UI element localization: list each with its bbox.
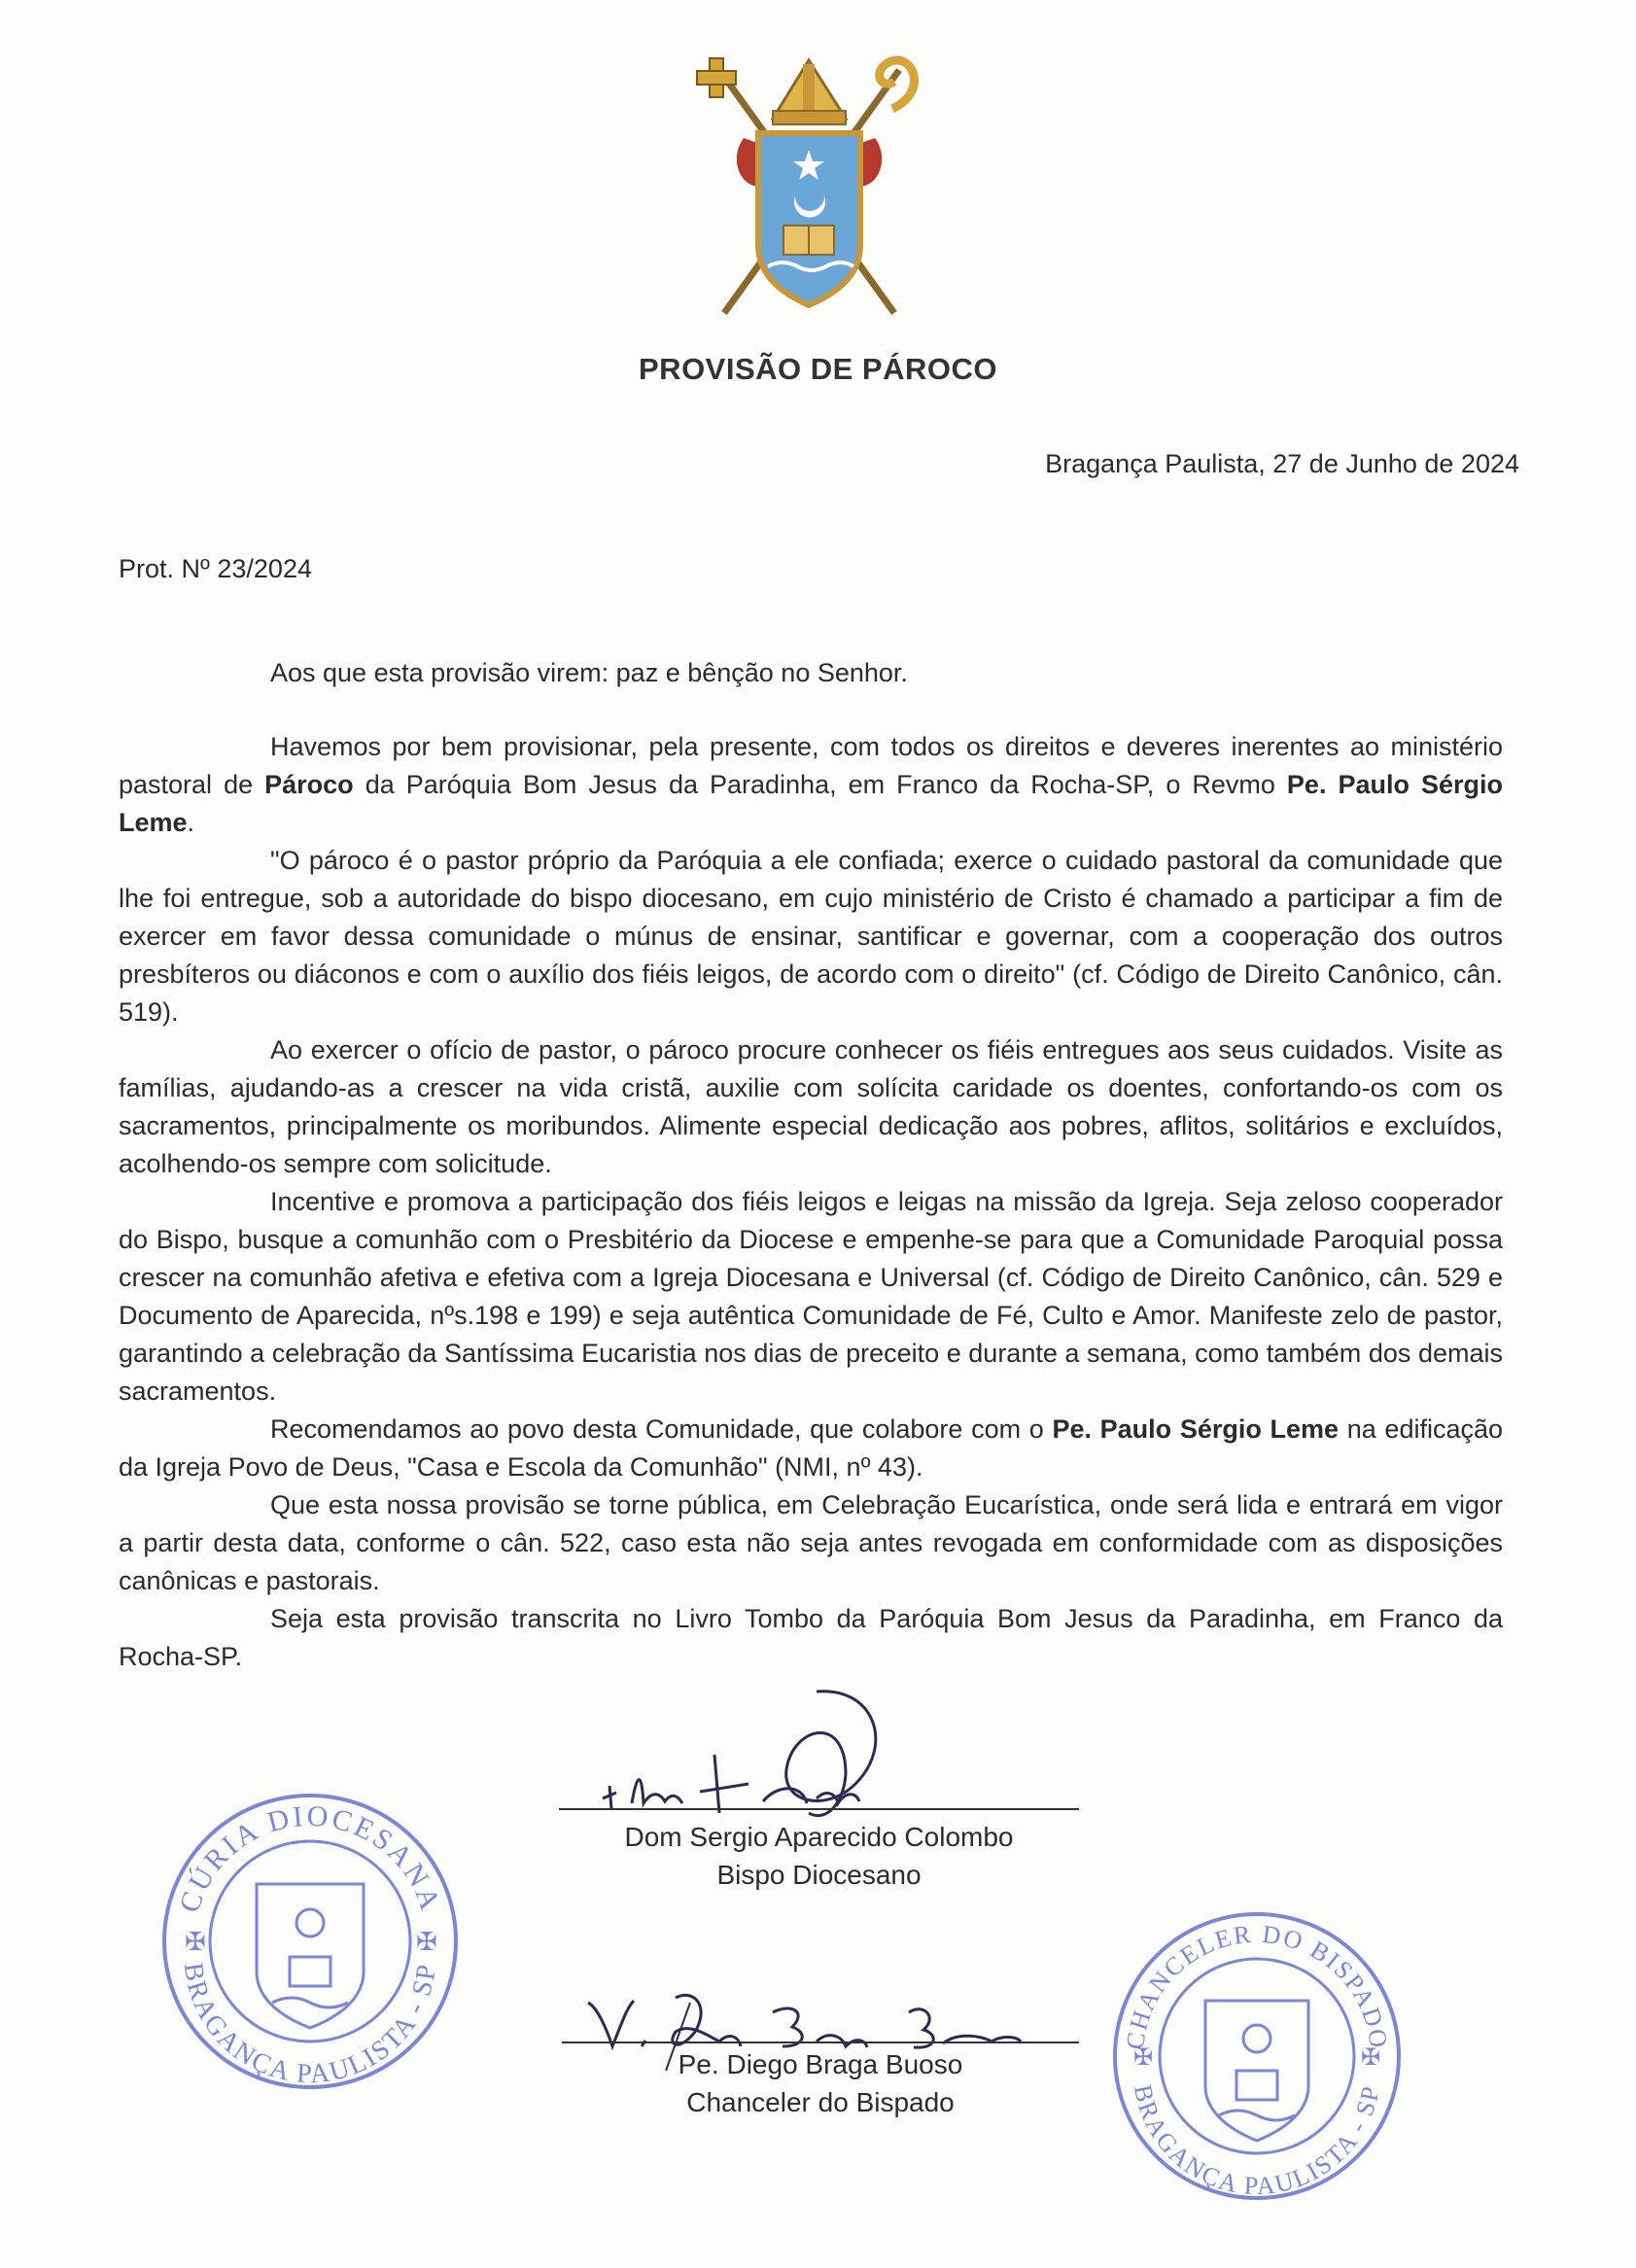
document-title: PROVISÃO DE PÁROCO xyxy=(639,352,997,386)
paragraph-1: Havemos por bem provisionar, pela presente, com todos os direitos e deveres inerentes ao ministério pastoral de Pároco da Paróquia Bom Jesus da Paradinha, em Franco da Rocha-SP, o Revmo Pe. Paulo Sérgio Leme. xyxy=(119,732,1504,837)
place-date: Bragança Paulista, 27 de Junho de 2024 xyxy=(1045,449,1519,478)
diocesan-coat-of-arms-icon xyxy=(690,51,928,323)
paragraph-7: Seja esta provisão transcrita no Livro Tombo da Paróquia Bom Jesus da Paradinha, em Franco da Rocha-SP. xyxy=(119,1604,1503,1671)
chancellor-name: Pe. Diego Braga Buoso xyxy=(678,2049,963,2079)
chancellor-signature-line xyxy=(562,2041,1079,2043)
paragraph-5: Recomendamos ao povo desta Comunidade, que colabore com o Pe. Paulo Sérgio Leme na edificação da Igreja Povo de Deus, "Casa e Escola da Comunhão" (NMI, nº 43). xyxy=(119,1414,1504,1482)
svg-text:✠: ✠ xyxy=(185,1927,206,1956)
role: Pároco xyxy=(264,770,354,799)
paragraph-4: Incentive e promova a participação dos fiéis leigos e leigas na missão da Igreja. Seja zeloso cooperador do Bispo, busque a comunhão com o Presbitério da Diocese e empenhe-se para que a Comunidade Paroquial possa crescer na comunhão afetiva e efetiva com a Igreja Diocesana e Universal (cf. Código de Direito Canônico, cân. 529 e Documento de Aparecida, nºs.198 e 199) e seja autêntica Comunidade de Fé, Culto e Amor. Manifeste zelo de pastor, garantindo a celebração da Santíssima Eucaristia nos dias de preceito e durante a semana, como também dos demais sacramentos. xyxy=(119,1187,1503,1406)
paragraph-6: Que esta nossa provisão se torne pública, em Celebração Eucarística, onde será lida e entrará em vigor a partir desta data, conforme o cân. 522, caso esta não seja antes revogada em conformidade com as disposições canônicas e pastorais. xyxy=(119,1490,1503,1595)
bishop-title: Bispo Diocesano xyxy=(716,1860,922,1890)
chancellor-title: Chanceler do Bispado xyxy=(686,2087,955,2117)
svg-text:BRAGANÇA PAULISTA - SP: BRAGANÇA PAULISTA - SP xyxy=(177,1961,443,2090)
bishop-signature-line xyxy=(559,1808,1079,1810)
svg-text:✠: ✠ xyxy=(1361,2044,1381,2071)
chancellor-seal-icon xyxy=(1106,1905,1408,2207)
protocol-number: Prot. Nº 23/2024 xyxy=(119,554,312,583)
svg-text:CHANCELER DO BISPADO: CHANCELER DO BISPADO xyxy=(1120,1919,1394,2051)
priest-name: Pe. Paulo Sérgio Leme xyxy=(119,770,1504,837)
svg-text:✠: ✠ xyxy=(416,1927,437,1956)
svg-text:BRAGANÇA PAULISTA - SP: BRAGANÇA PAULISTA - SP xyxy=(1128,2081,1386,2201)
greeting: Aos que esta provisão virem: paz e bênção no Senhor. xyxy=(270,658,908,687)
svg-text:CÚRIA DIOCESANA: CÚRIA DIOCESANA xyxy=(173,1799,447,1917)
handwritten-signature-icon xyxy=(583,1677,933,1842)
priest-name: Pe. Paulo Sérgio Leme xyxy=(1052,1414,1340,1444)
bishop-name: Dom Sergio Aparecido Colombo xyxy=(624,1822,1014,1852)
paragraph-2: "O pároco é o pastor próprio da Paróquia a ele confiada; exerce o cuidado pastoral da comunidade que lhe foi entregue, sob a autoridade do bispo diocesano, em cujo ministério de Cristo é chamado a participar a fim de exercer em favor dessa comunidade o múnus de ensinar, santificar e governar, com a cooperação dos outros presbíteros ou diáconos e com o auxílio dos fiéis leigos, de acordo com o direito" (cf. Código de Direito Canônico, cân. 519). xyxy=(119,846,1503,1027)
document-body xyxy=(119,654,1503,1676)
svg-text:✠: ✠ xyxy=(1133,2044,1154,2071)
paragraph-3: Ao exercer o ofício de pastor, o pároco procure conhecer os fiéis entregues aos seus cuidados. Visite as famílias, ajudando-as a crescer na vida cristã, auxilie com solícita caridade os doentes, confortando-os com os sacramentos, principalmente os moribundos. Alimente especial dedicação aos pobres, aflitos, solitários e excluídos, acolhendo-os sempre com solicitude. xyxy=(119,1035,1503,1178)
curia-seal-icon xyxy=(156,1787,465,2096)
